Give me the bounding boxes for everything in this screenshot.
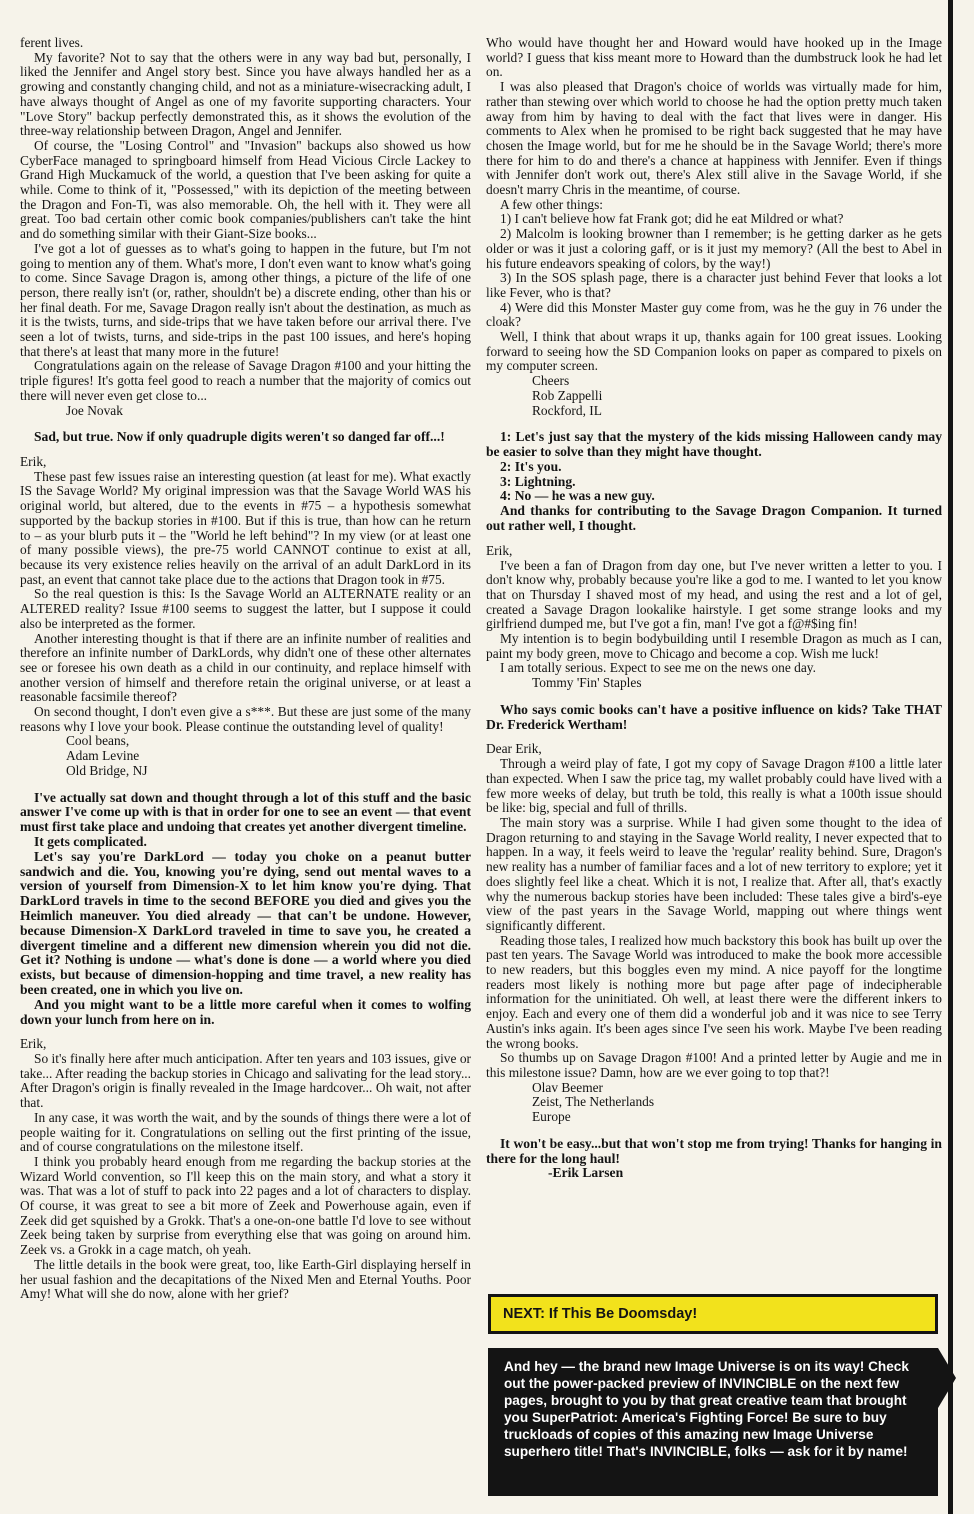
right-column-paragraph: And thanks for contributing to the Savage Dragon Companion. It turned out rather well, I thought. bbox=[486, 503, 942, 534]
left-column-paragraph: Sad, but true. Now if only quadruple digits weren't so danged far off...! bbox=[34, 429, 445, 445]
right-column-paragraph: Europe bbox=[532, 1109, 571, 1125]
left-column-paragraph: Adam Levine bbox=[66, 748, 140, 764]
left-column-paragraph bbox=[20, 779, 471, 791]
right-column-paragraph: Through a weird play of fate, I got my copy of Savage Dragon #100 a little later than expected. When I saw the price tag, my wallet probably could have lived with a few more weeks of delay, but truth be told, this really is what a 100th issue should be like: big, special and full of thrills. bbox=[486, 756, 942, 816]
left-column-paragraph: It gets complicated. bbox=[34, 833, 147, 849]
left-column-paragraph: I've got a lot of guesses as to what's going to happen in the future, but I'm not going to mention any of them. What's more, I don't even want to know what's going to come. Since Savage Dragon is, among other things, a picture of the life of one person, there really isn't (or, rather, shouldn't be) a discrete ending, other than his or her final death. For me, Savage Dragon really isn't about the destination, as much as it is the twists, turns, and side-trips that we have taken before our arrival there. I've seen a lot of twists, turns, and side-trips in the past 100 issues, and here's hoping that there's at least that many more in the future! bbox=[20, 240, 471, 359]
left-column-paragraph: Old Bridge, NJ bbox=[66, 762, 148, 778]
right-column-paragraph: Who would have thought her and Howard would have hooked up in the Image world? I guess that kiss meant more to Howard than the dumbstruck look he had let on. bbox=[486, 36, 942, 80]
right-column-paragraph bbox=[486, 1125, 942, 1137]
right-column-paragraph: I've been a fan of Dragon from day one, but I've never written a letter to you. I don't know why, probably because you're like a god to me. I wanted to let you know that on Thursday I shaved most of my head, and using the rest and a lot of gel, created a Savage Dragon lookalike hairstyle. I get some strange looks and my girlfriend dumped me, but I've got a fin, man! I've got a f@#$ing fin! bbox=[486, 557, 942, 632]
left-column-paragraph: Another interesting thought is that if there are an infinite number of realities and therefore an infinite number of DarkLords, why didn't one of these other alternates see or foresee his own death as a child in our continuity, and replace himself with another version of himself and therefore retain the original universe, or at least a reasonable facsimile thereof? bbox=[20, 630, 471, 705]
right-column-paragraph: Rob Zappelli bbox=[532, 387, 603, 403]
right-column-paragraph: Rockford, IL bbox=[532, 402, 602, 418]
right-column-paragraph: 1: Let's just say that the mystery of the kids missing Halloween candy may be easier to solve than they might have thought. bbox=[486, 429, 942, 460]
right-column-paragraph: 3) In the SOS splash page, there is a character just behind Fever that looks a lot like Fever, who is that? bbox=[486, 270, 942, 300]
right-column-paragraph: A few other things: bbox=[500, 196, 604, 212]
promo-text: And hey — the brand new Image Universe is on its way! Check out the power-packed preview of INVINCIBLE on the next few pages, brought to you by that great creative team that brought you SuperPatriot: America's Fighting Force! Be sure to buy truckloads of copies of this amazing new Image Universe superhero title! That's INVINCIBLE, folks — ask for it by name! bbox=[504, 1359, 909, 1459]
right-column-paragraph: Olav Beemer bbox=[532, 1079, 604, 1095]
right-column-paragraph: Tommy 'Fin' Staples bbox=[532, 675, 642, 691]
invincible-promo-box bbox=[488, 1348, 938, 1496]
left-column-paragraph: Congratulations again on the release of Savage Dragon #100 and your hitting the triple figures! It's gotta feel good to reach a number that the majority of comics out there will never even get close to... bbox=[20, 358, 471, 403]
right-column-paragraph: 3: Lightning. bbox=[500, 473, 576, 489]
left-column bbox=[20, 36, 471, 1514]
right-column-paragraph: I am totally serious. Expect to see me on the news one day. bbox=[500, 660, 816, 676]
right-column-paragraph: Who says comic books can't have a positive influence on kids? Take THAT Dr. Frederick Wertham! bbox=[486, 701, 942, 732]
left-column-paragraph: ferent lives. bbox=[20, 36, 84, 50]
right-column-paragraph: 2) Malcolm is looking browner than I remember; is he getting darker as he gets older or was it just a coloring gaff, or is it just my memory? (All the best to Abel in his future endeavors speaking of colors, by the way!) bbox=[486, 226, 942, 271]
right-column-paragraph: My intention is to begin bodybuilding until I resemble Dragon as much as I can, paint my body green, move to Chicago and become a cop. Wish me luck! bbox=[486, 631, 942, 661]
left-column-paragraph: Joe Novak bbox=[66, 402, 123, 418]
right-column-paragraph: 4) Were did this Monster Master guy come from, was he the guy in 76 under the cloak? bbox=[486, 299, 942, 330]
right-column-paragraph: Reading those tales, I realized how much backstory this book has built up over the past ten years. The Savage World was introduced to make the book more accessible to new readers, but this boggles even my mind. A nice payoff for the longtime readers most likely is nothing more but page after page of indecipherable information for the uninitiated. Oh well, at least there were the different inkers to enjoy. Each and every one of them did a wonderful job and it was nice to see Terry Austin's inks again. It's been ages since I've seen his work. Maybe I've been reading the wrong books. bbox=[486, 932, 942, 1051]
right-column-paragraph: Erik, bbox=[486, 542, 513, 558]
right-column-paragraph: So thumbs up on Savage Dragon #100! And a printed letter by Augie and me in this milestone issue? Damn, how are we ever going to top that?! bbox=[486, 1050, 942, 1080]
left-column-paragraph: Of course, the "Losing Control" and "Invasion" backups also showed us how CyberFace managed to springboard himself from Head Vicious Circle Lackey to Grand High Muckamuck of the world, a question that I've been asking for quite a while. Come to think of it, "Possessed," with its depiction of the meeting between the Dragon and Fon-Ti, was also memorable. Oh, the hell with it. They were all great. Too bad certain other comic book companies/publishers can't take the hint and do something similar with their Giant-Size books... bbox=[20, 137, 471, 242]
right-column-paragraph: The main story was a surprise. While I had given some thought to the idea of Dragon returning to and staying in the Savage World reality, I never expected that to happen. In a way, it feels weird to leave the 'regular' reality behind. Sure, Dragon's new reality has a number of familiar faces and a lot of new territory to explore; yet it does slightly feel like a cheat. Which it is not, I realize that. After all, that's exactly why the numerous backup stories have been included: These tales give a bird's-eye view of the past years in the Savage World, mapping out where things went significantly different. bbox=[486, 815, 942, 933]
left-column-paragraph: Erik, bbox=[20, 454, 47, 470]
left-column-paragraph: So it's finally here after much anticipation. After ten years and 103 issues, give or take... After reading the backup stories in Chicago and salivating for the lead story... After Dragon's origin is finally revealed in the Image hardcover... Oh wait, not after that. bbox=[20, 1051, 471, 1111]
left-column-paragraph: On second thought, I don't even give a s***. But these are just some of the many reasons why I love your book. Please continue the outstanding level of quality! bbox=[20, 704, 471, 734]
left-column-paragraph: Erik, bbox=[20, 1036, 47, 1052]
left-column-paragraph: So the real question is this: Is the Savage World an ALTERNATE reality or an ALTERED reality? Issue #100 seems to suggest the latter, but I suppose it could also be interpreted as the former. bbox=[20, 586, 471, 631]
right-edge-rule bbox=[948, 0, 953, 1514]
right-column-paragraph: 1) I can't believe how fat Frank got; did he eat Mildred or what? bbox=[500, 211, 844, 227]
left-column-paragraph: And you might want to be a little more careful when it comes to wolfing down your lunch from here on in. bbox=[20, 996, 471, 1027]
right-column-paragraph: Cheers bbox=[532, 373, 570, 389]
left-column-paragraph: I've actually sat down and thought through a lot of this stuff and the basic answer I've come up with is that in order for one to see an event — that event must first take place and undoing that creates yet another divergent timeline. bbox=[20, 789, 471, 835]
right-column-paragraph: 2: It's you. bbox=[500, 458, 562, 474]
left-column-paragraph: These past few issues raise an interesting question (at least for me). What exactly IS the Savage World? My original impression was that the Savage World WAS his original world, but altered, due to the events in #75 – a hypothesis somewhat supported by the backup stories in #100. But if this is true, than how can he return to – as your blurb puts it – the "World he left behind"? In my view (or at least one of many possible views), the pre-75 world CANNOT continue to exist at all, because its very existence relies heavily on the arrival of an adult DarkLord in its past, an event that cannot take place due to the actions that Dragon took in #75. bbox=[20, 468, 471, 587]
next-issue-text: NEXT: If This Be Doomsday! bbox=[503, 1306, 698, 1322]
left-column-paragraph: Cool beans, bbox=[66, 733, 130, 749]
left-column-paragraph: My favorite? Not to say that the others were in any way bad but, personally, I liked the Jennifer and Angel story best. Since you have always handled her as a growing and constantly changing child, and not as a miniature-wisecracking adult, I have always thought of Angel as one of my favorite supporting characters. Your "Love Story" backup perfectly demonstrated this, as it shows the evolution of the three-way relationship between Dragon, Angel and Jennifer. bbox=[20, 49, 471, 139]
left-column-paragraph: I think you probably heard enough from me regarding the backup stories at the Wizard World convention, so I'll keep this on the main story, and what a story it was. That was a lot of stuff to pack into 22 pages and a lot of characters to display. Of course, it was great to see a bit more of Zeek and Powerhouse again, even if Zeek did get squished by a Grokk. That's a one-on-one battle I'd love to see without Zeek being taken by surprise from everything else that was going on around him. Zeek vs. a Grokk in a cage match, oh yeah. bbox=[20, 1153, 471, 1258]
right-column-paragraph: -Erik Larsen bbox=[548, 1165, 624, 1181]
left-column-paragraph: Let's say you're DarkLord — today you choke on a peanut butter sandwich and die. You, knowing you're dying, send out mental waves to a version of yourself from Dimension-X to let him know you're dying. That DarkLord travels in time to the second BEFORE you died and gives you the Heimlich maneuver. You died already — that can't be undone. However, because Dimension-X DarkLord traveled in time to save you, he created a divergent timeline and a different new dimension wherein you did not die. Get it? Nothing is undone — what's done is done — a world where you died exists, but because of dimension-hopping and time travel, a new reality has been created, one in which you live on. bbox=[20, 848, 471, 997]
next-issue-box bbox=[488, 1294, 938, 1334]
promo-box-notch bbox=[938, 1348, 956, 1408]
left-column-paragraph: The little details in the book were great, too, like Earth-Girl displaying herself in her usual fashion and the decapitations of the Nixed Men and Eternal Youths. Poor Amy! What will she do now, alone with her grief? bbox=[20, 1256, 471, 1302]
right-column-paragraph: I was also pleased that Dragon's choice of worlds was virtually made for him, rather than stewing over which world to choose he had the option pretty much taken away from him by having to deal with the fact that lives were in danger. His comments to Alex when he promised to be right back suggested that he may have chosen the Image world, but for me he should be in the Savage World; there's more there for him to do and there's a chance at happiness with Jennifer. Even if things with Jennifer don't work out, there's Alex still alive in the Savage World, if she doesn't marry Chris in the meantime, of course. bbox=[486, 79, 942, 198]
right-column-paragraph: Well, I think that about wraps it up, thanks again for 100 great issues. Looking forward to seeing how the SD Companion looks on paper as compared to pixels on my computer screen. bbox=[486, 329, 942, 374]
left-column-paragraph: In any case, it was worth the wait, and by the sounds of things there were a lot of people waiting for it. Congratulations on selling out the first printing of the issue, and of course congratulations on the milestone itself. bbox=[20, 1109, 471, 1155]
right-column-paragraph: It won't be easy...but that won't stop me from trying! Thanks for hanging in there for the long haul! bbox=[486, 1135, 942, 1166]
right-column-paragraph: 4: No — he was a new guy. bbox=[500, 488, 655, 504]
right-column bbox=[486, 36, 942, 1514]
right-column-paragraph: Zeist, The Netherlands bbox=[532, 1094, 655, 1110]
right-column-paragraph: Dear Erik, bbox=[486, 741, 542, 757]
